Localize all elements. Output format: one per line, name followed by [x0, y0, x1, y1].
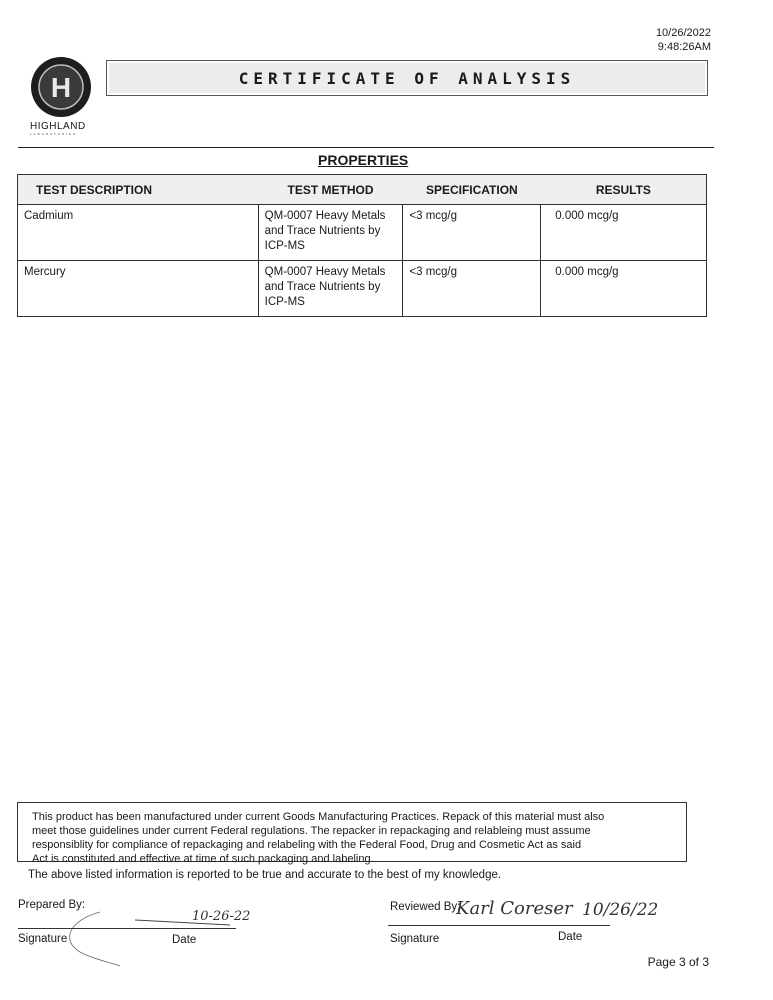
gmp-notice [17, 802, 687, 865]
column-header-method: TEST METHOD [258, 175, 403, 205]
cell-description: Cadmium [18, 205, 259, 261]
notice-line: Act is constituted and effective at time of such packaging and labeling. [32, 853, 374, 865]
print-time: 9:48:26AM [657, 41, 711, 53]
reviewed-signature-line [388, 925, 610, 926]
accuracy-statement: The above listed information is reported to be true and accurate to the best of my knowledge. [28, 869, 502, 881]
prepared-date-label: Date [172, 934, 197, 946]
prepared-signature-mark [40, 900, 240, 970]
print-date: 10/26/2022 [655, 27, 711, 39]
properties-table [17, 174, 707, 317]
prepared-signature-line [18, 928, 236, 929]
cell-specification: <3 mcg/g [403, 205, 541, 261]
prepared-signature-label: Signature [18, 933, 68, 945]
prepared-by-label: Prepared By: [18, 899, 86, 911]
print-timestamp [656, 26, 711, 54]
logo-letter: H [50, 72, 72, 103]
table-header-row [18, 175, 707, 205]
column-header-description: TEST DESCRIPTION [18, 175, 259, 205]
notice-line: This product has been manufactured under current Goods Manufacturing Practices. Repack of this material must also [32, 811, 605, 823]
cell-description: Mercury [18, 261, 259, 317]
highland-logo [30, 56, 92, 118]
table-row [18, 261, 707, 317]
logo-name: HIGHLAND [30, 121, 86, 132]
notice-line: responsiblity for compliance of repackaging and relabeling with the Federal Food, Drug and Cosmetic Act as said [32, 839, 582, 851]
cell-result: 0.000 mcg/g [541, 261, 707, 317]
section-title: PROPERTIES [318, 152, 409, 168]
notice-line: meet those guidelines under current Federal regulations. The repacker in repackaging and relableing must assume [32, 825, 591, 837]
table-row [18, 205, 707, 261]
title-banner [106, 60, 708, 96]
cell-specification: <3 mcg/g [403, 261, 541, 317]
reviewed-date-label: Date [558, 931, 583, 943]
header-divider [18, 147, 714, 148]
logo-subtitle: LABORATORIES [30, 132, 78, 136]
page-number: Page 3 of 3 [647, 955, 709, 969]
reviewed-handwritten-signature: Karl Coreser [456, 898, 573, 919]
cell-result: 0.000 mcg/g [541, 205, 707, 261]
document-title: CERTIFICATE OF ANALYSIS [238, 69, 576, 88]
reviewed-handwritten-date: 10/26/22 [582, 900, 659, 920]
reviewed-by-label: Reviewed By: [390, 901, 461, 913]
column-header-results: RESULTS [541, 175, 707, 205]
column-header-specification: SPECIFICATION [403, 175, 541, 205]
cell-method: QM-0007 Heavy Metals and Trace Nutrients by ICP-MS [258, 261, 403, 317]
reviewed-signature-label: Signature [390, 933, 440, 945]
prepared-handwritten-date: 10-26-22 [192, 909, 251, 924]
cell-method: QM-0007 Heavy Metals and Trace Nutrients by ICP-MS [258, 205, 403, 261]
